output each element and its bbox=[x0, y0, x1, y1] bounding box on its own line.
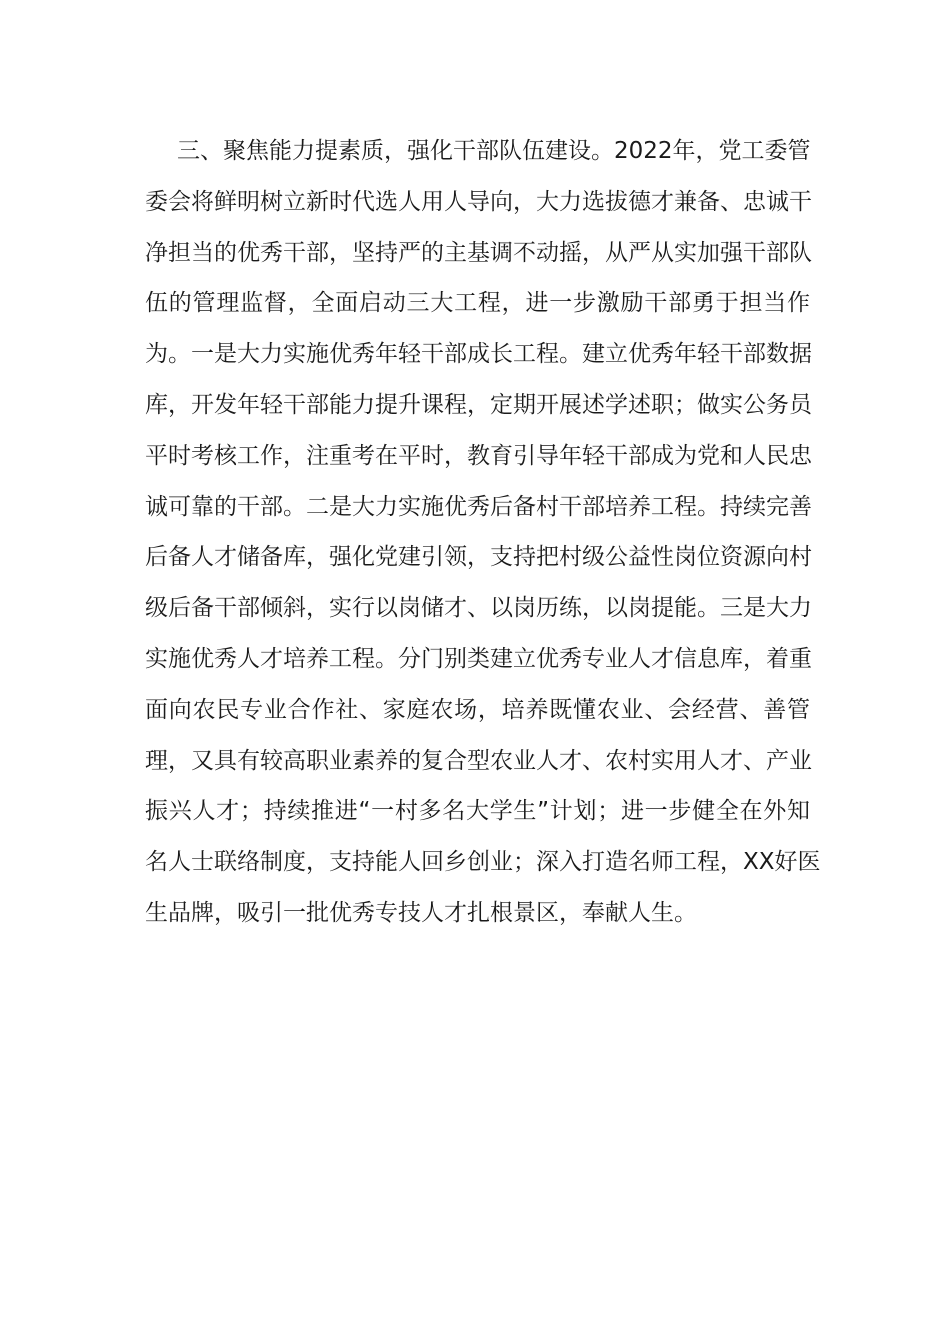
paragraph-line: 三、聚焦能力提素质，强化干部队伍建设。2022年，党工委管 bbox=[177, 138, 811, 164]
paragraph-line: 为。一是大力实施优秀年轻干部成长工程。建立优秀年轻干部数据 bbox=[145, 341, 812, 368]
body-paragraph bbox=[145, 126, 821, 939]
paragraph-line: 名人士联络制度，支持能人回乡创业；深入打造名师工程，XX好医 bbox=[145, 849, 821, 876]
paragraph-line: 振兴人才；持续推进“一村多名大学生”计划；进一步健全在外知 bbox=[145, 798, 810, 825]
paragraph-line: 实施优秀人才培养工程。分门别类建立优秀专业人才信息库，着重 bbox=[145, 645, 812, 672]
paragraph-line: 净担当的优秀干部，坚持严的主基调不动摇，从严从实加强干部队 bbox=[145, 239, 812, 266]
paragraph-line: 平时考核工作，注重考在平时，教育引导年轻干部成为党和人民忠 bbox=[145, 442, 812, 469]
paragraph-line: 面向农民专业合作社、家庭农场，培养既懂农业、会经营、善管 bbox=[145, 696, 810, 723]
paragraph-line: 诚可靠的干部。二是大力实施优秀后备村干部培养工程。持续完善 bbox=[145, 493, 812, 520]
paragraph-line: 级后备干部倾斜，实行以岗储才、以岗历练，以岗提能。三是大力 bbox=[145, 595, 812, 622]
paragraph-line: 生品牌，吸引一批优秀专技人才扎根景区，奉献人生。 bbox=[145, 899, 697, 926]
paragraph-line: 后备人才储备库，强化党建引领，支持把村级公益性岗位资源向村 bbox=[145, 544, 812, 571]
paragraph-line: 委会将鲜明树立新时代选人用人导向，大力选拔德才兼备、忠诚干 bbox=[145, 188, 812, 215]
paragraph-line: 伍的管理监督，全面启动三大工程，进一步激励干部勇于担当作 bbox=[145, 290, 810, 317]
paragraph-line: 库，开发年轻干部能力提升课程，定期开展述学述职；做实公务员 bbox=[145, 391, 812, 418]
paragraph-line: 理，又具有较高职业素养的复合型农业人才、农村实用人才、产业 bbox=[145, 747, 812, 774]
